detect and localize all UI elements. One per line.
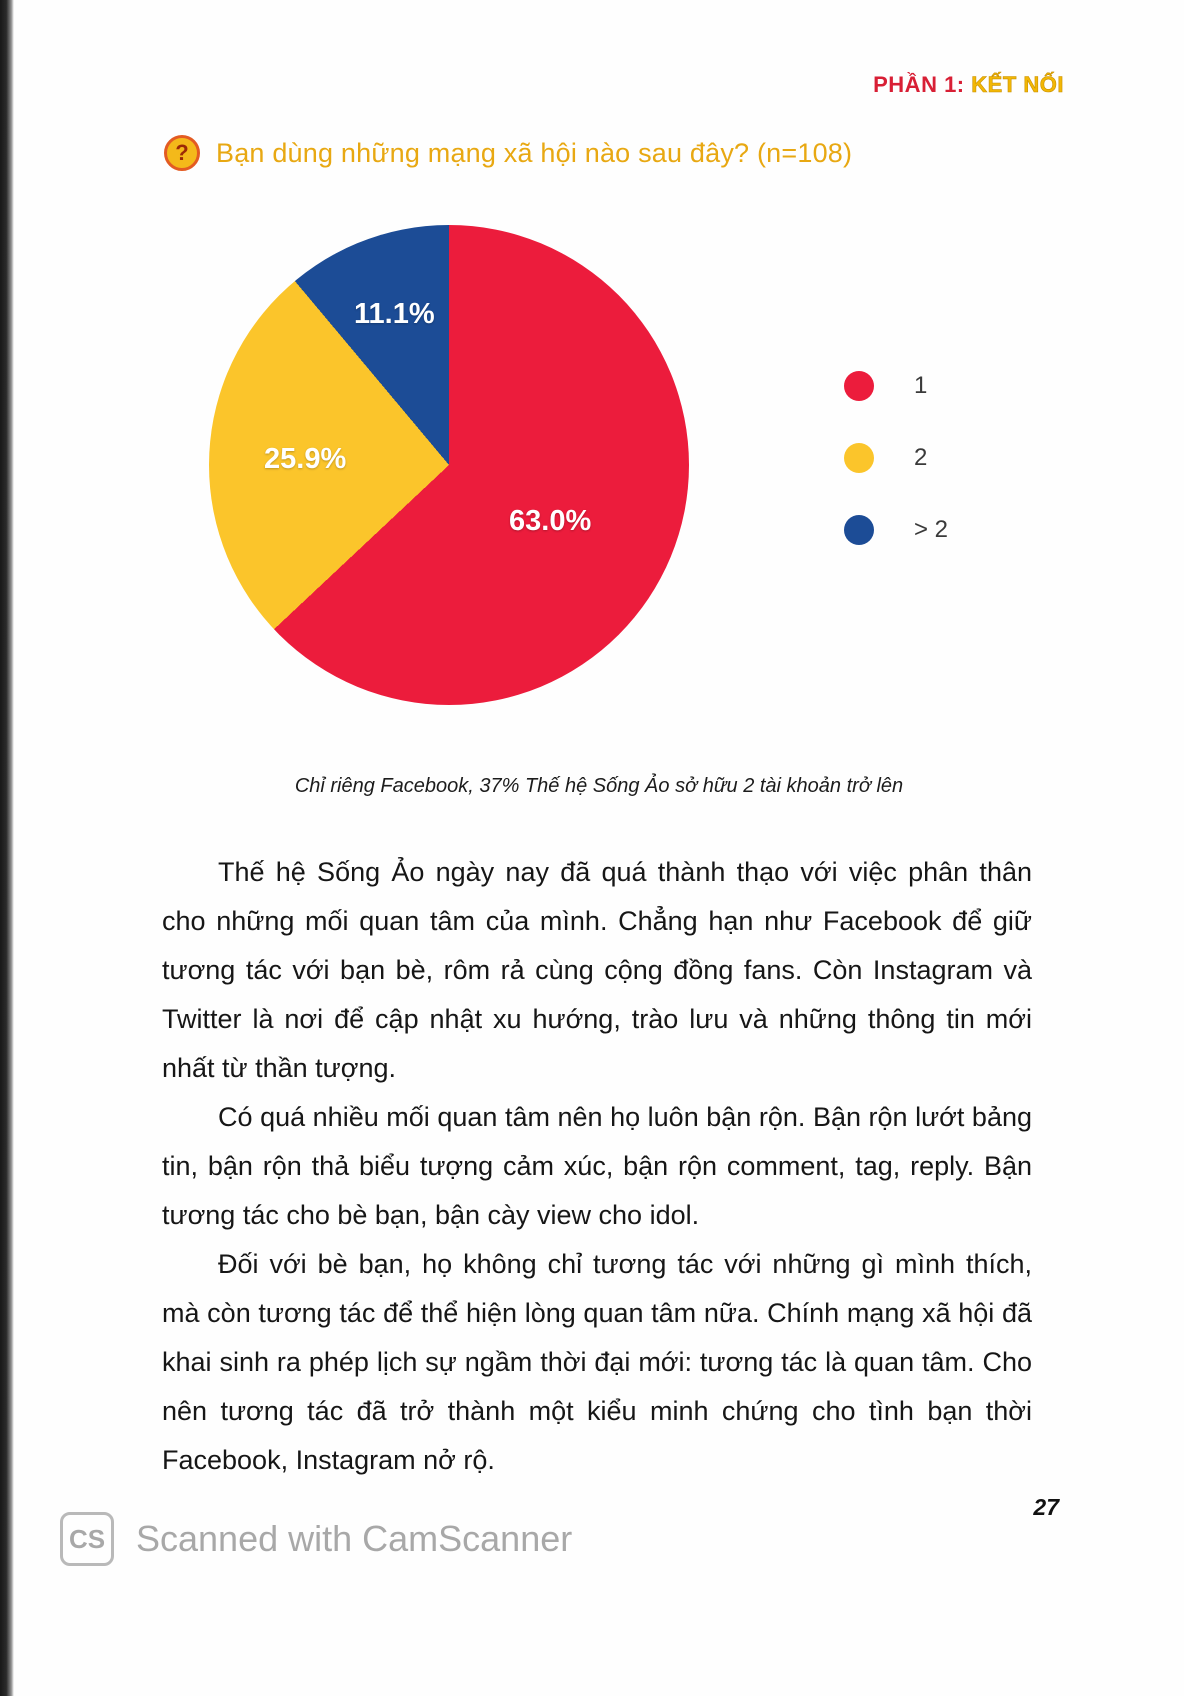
running-head [873, 72, 1064, 98]
body-text [162, 848, 1032, 1485]
legend-item-label: 1 [914, 372, 928, 399]
chart-legend [844, 350, 948, 566]
paragraph: Thế hệ Sống Ảo ngày nay đã quá thành thạo với việc phân thân cho những mối quan tâm của mình. Chẳng hạn như Facebook để giữ tương tác với bạn bè, rôm rả cùng cộng đồng fans. Còn Instagram và Twitter là nơi để cập nhật xu hướng, trào lưu và những thông tin mới nhất từ thần tượng. [162, 857, 1032, 1083]
legend-item [844, 494, 948, 566]
camscanner-watermark-text: Scanned with CamScanner [136, 1518, 573, 1559]
camscanner-logo-icon: CS [60, 1512, 114, 1566]
pie-slice-label-1: 63.0% [509, 505, 592, 537]
chart-caption: Chỉ riêng Facebook, 37% Thế hệ Sống Ảo sở hữu 2 tài khoản trở lên [294, 775, 904, 797]
legend-item-label: > 2 [914, 516, 949, 543]
pie-chart [209, 225, 689, 705]
legend-item [844, 350, 948, 422]
page-canvas [14, 0, 1184, 1696]
legend-item [844, 422, 948, 494]
pie-slice-label-3: 11.1% [354, 298, 435, 330]
legend-dot-icon [844, 371, 874, 401]
camscanner-watermark [60, 1512, 572, 1566]
pie-slice-label-2: 25.9% [264, 443, 347, 475]
question-row [164, 135, 852, 171]
question-text: Bạn dùng những mạng xã hội nào sau đây? (n=108) [216, 137, 853, 168]
scan-edge [0, 0, 14, 1696]
paragraph: Đối với bè bạn, họ không chỉ tương tác với những gì mình thích, mà còn tương tác để thể hiện lòng quan tâm nữa. Chính mạng xã hội đã khai sinh ra phép lịch sự ngầm thời đại mới: tương tác là quan tâm. Cho nên tương tác đã trở thành một kiểu minh chứng cho tình bạn thời Facebook, Instagram nở rộ. [162, 1249, 1032, 1475]
legend-dot-icon [844, 515, 874, 545]
paragraph: Có quá nhiều mối quan tâm nên họ luôn bận rộn. Bận rộn lướt bảng tin, bận rộn thả biểu tượng cảm xúc, bận rộn comment, tag, reply. Bận tương tác cho bè bạn, bận cày view cho idol. [162, 1102, 1032, 1230]
running-head-part: PHẦN 1: [873, 72, 965, 97]
legend-item-label: 2 [914, 444, 928, 471]
running-head-section: KẾT NỐI [971, 72, 1064, 97]
question-mark-icon: ? [164, 135, 200, 171]
page-number: 27 [1033, 1494, 1059, 1520]
legend-dot-icon [844, 443, 874, 473]
